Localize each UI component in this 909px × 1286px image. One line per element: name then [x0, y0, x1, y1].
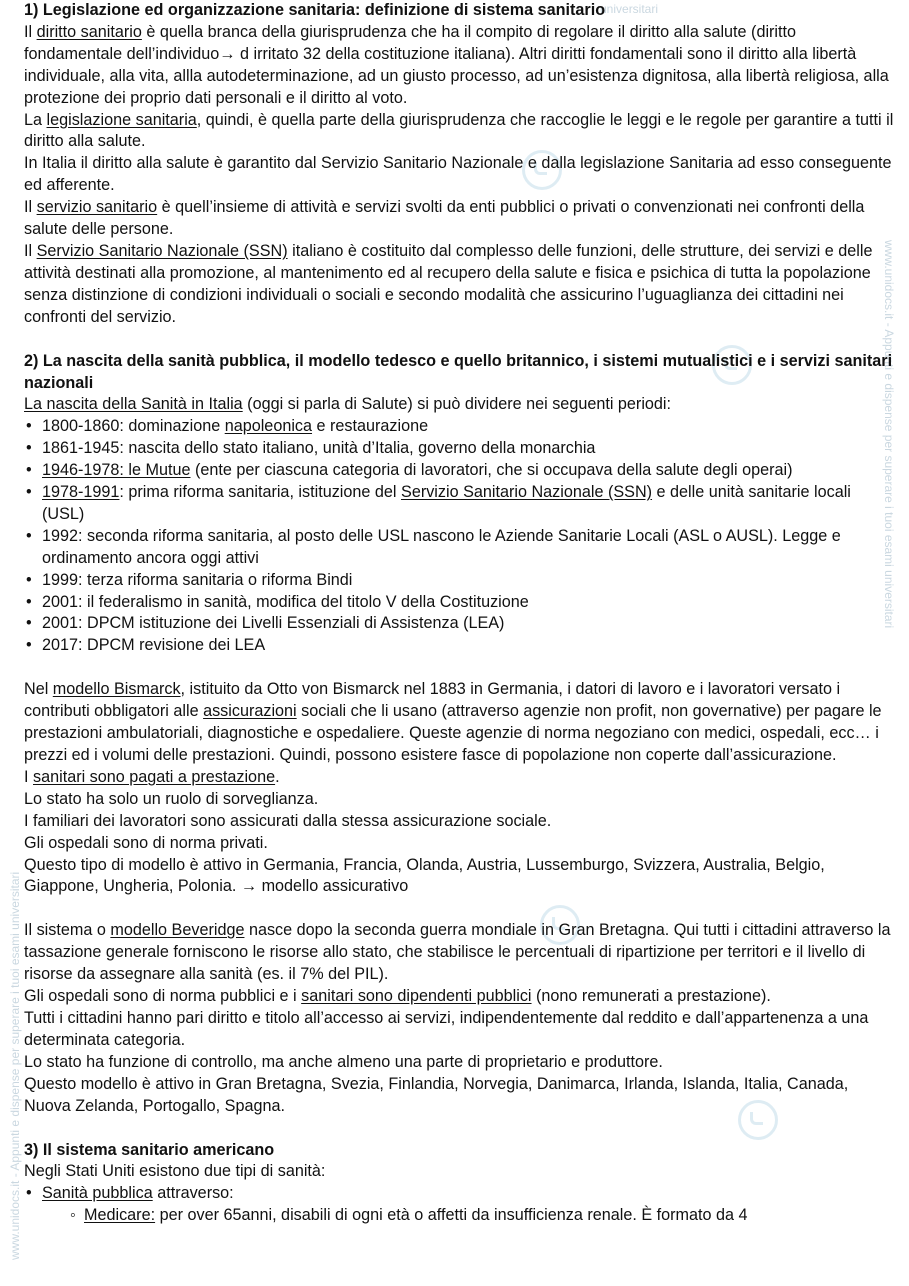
- underlined-term: modello Bismarck: [52, 680, 181, 699]
- sub-list-item: ◦ Medicare: per over 65anni, disabili di ogni età o affetti da insufficienza renale. È formato da 4: [70, 1205, 894, 1227]
- paragraph: Lo stato ha solo un ruolo di sorveglianza.: [24, 789, 319, 808]
- underlined-term: La nascita della Sanità in Italia: [24, 395, 243, 414]
- paragraph: Negli Stati Uniti esistono due tipi di sanità:: [24, 1162, 326, 1181]
- section-3: [24, 1140, 894, 1228]
- underlined-term: sanitari sono pagati a prestazione: [33, 767, 276, 786]
- list-item: • 2001: DPCM istituzione dei Livelli Essenziali di Assistenza (LEA): [24, 613, 894, 635]
- paragraph: I sanitari sono pagati a prestazione.: [24, 767, 280, 786]
- underlined-term: diritto sanitario: [36, 22, 142, 41]
- underlined-term: modello Beveridge: [110, 921, 245, 940]
- paragraph: Il diritto sanitario è quella branca della giurisprudenza che ha il compito di regolare il diritto alla salute (diritto fondamentale dell’individuo→ d irritato 32 della costituzione italiana). Altri diritti fondamentali sono il diritto alla libertà individuale, alla vita, allla autodeterminazione, ad un giusto processo, ad un’esistenza dignitosa, alla libertà religiosa, alla protezione dei proprio dati personali e il diritto al voto.: [24, 22, 889, 107]
- sub-list: [42, 1205, 894, 1227]
- list-item: • Sanità pubblica attraverso: ◦ Medicare: per over 65anni, disabili di ogni età o affetti da insufficienza renale. È formato da 4: [24, 1183, 894, 1227]
- spacer: [24, 657, 894, 679]
- list-item: • 2001: il federalismo in sanità, modifica del titolo V della Costituzione: [24, 592, 894, 614]
- paragraph: Gli ospedali sono di norma pubblici e i sanitari sono dipendenti pubblici (nono remunerati a prestazione).: [24, 987, 771, 1006]
- watermark-top: universitari: [600, 2, 659, 16]
- section-2: [24, 351, 894, 1118]
- list-item: • 2017: DPCM revisione dei LEA: [24, 635, 894, 657]
- spacer: [24, 898, 894, 920]
- spacer: [24, 1118, 894, 1140]
- paragraph: Il servizio sanitario è quell’insieme di attività e servizi svolti da enti pubblici o privati o convenzionati nei confronti della salute delle persone.: [24, 198, 865, 239]
- document-body: [24, 0, 894, 1227]
- list-item: • 1800-1860: dominazione napoleonica e restaurazione: [24, 416, 894, 438]
- list-item: • 1978-1991: prima riforma sanitaria, istituzione del Servizio Sanitario Nazionale (SSN) e delle unità sanitarie locali (USL): [24, 482, 894, 526]
- paragraph: La legislazione sanitaria, quindi, è quella parte della giurisprudenza che raccoglie le leggi e le regole per garantire a tutti il diritto alla salute.: [24, 110, 894, 151]
- paragraph: Gli ospedali sono di norma privati.: [24, 833, 268, 852]
- watermark-left: www.unidocs.it - Appunti e dispense per superare i tuoi esami universitari: [8, 871, 22, 1260]
- paragraph: Il sistema o modello Beveridge nasce dopo la seconda guerra mondiale in Gran Bretagna. Qui tutti i cittadini attraverso la tassazione generale forniscono le risorse allo stato, che stabilisce le percentuali di ripartizione per territori e il livello di risorse da assegnare alla sanità (es. il 7% del PIL).: [24, 921, 891, 984]
- spacer: [24, 329, 894, 351]
- paragraph: Lo stato ha funzione di controllo, ma anche almeno una parte di proprietario e produttore.: [24, 1052, 663, 1071]
- underlined-term: servizio sanitario: [36, 198, 158, 217]
- list-item: • 1999: terza riforma sanitaria o riforma Bindi: [24, 570, 894, 592]
- paragraph: In Italia il diritto alla salute è garantito dal Servizio Sanitario Nazionale e dalla legislazione Sanitaria ad esso conseguente ed afferente.: [24, 154, 892, 195]
- paragraph: I familiari dei lavoratori sono assicurati dalla stessa assicurazione sociale.: [24, 811, 552, 830]
- underlined-term: Servizio Sanitario Nazionale (SSN): [36, 241, 288, 260]
- paragraph: Questo modello è attivo in Gran Bretagna, Svezia, Finlandia, Norvegia, Danimarca, Irlanda, Islanda, Italia, Canada, Nuova Zelanda, Portogallo, Spagna.: [24, 1074, 849, 1115]
- underlined-term: assicurazioni: [203, 702, 297, 721]
- us-health-list: [24, 1183, 894, 1227]
- paragraph: La nascita della Sanità in Italia (oggi si parla di Salute) si può dividere nei seguenti periodi:: [24, 395, 672, 414]
- section-1-heading: 1) Legislazione ed organizzazione sanitaria: definizione di sistema sanitario: [24, 1, 606, 19]
- paragraph: Questo tipo di modello è attivo in Germania, Francia, Olanda, Austria, Lussemburgo, Svizzera, Australia, Belgio, Giappone, Ungheria, Polonia. → modello assicurativo: [24, 855, 825, 896]
- watermark-right: www.unidocs.it - Appunti e dispense per superare i tuoi esami universitari: [882, 240, 896, 629]
- underlined-term: sanitari sono dipendenti pubblici: [301, 987, 532, 1006]
- section-2-heading: 2) La nascita della sanità pubblica, il modello tedesco e quello britannico, i sistemi mutualistici e i servizi sanitari nazionali: [24, 351, 893, 392]
- underlined-term: legislazione sanitaria: [46, 110, 197, 129]
- list-item: • 1946-1978: le Mutue (ente per ciascuna categoria di lavoratori, che si occupava della salute degli operai): [24, 460, 894, 482]
- list-item: • 1992: seconda riforma sanitaria, al posto delle USL nascono le Aziende Sanitarie Locali (ASL o AUSL). Legge e ordinamento ancora oggi attivi: [24, 526, 894, 570]
- list-item: • 1861-1945: nascita dello stato italiano, unità d’Italia, governo della monarchia: [24, 438, 894, 460]
- paragraph: Il Servizio Sanitario Nazionale (SSN) italiano è costituito dal complesso delle funzioni, delle strutture, dei servizi e delle attività destinati alla promozione, al mantenimento ed al recupero della salute e fisica e psichica di tutta la popolazione senza distinzione di condizioni individuali o sociali e secondo modalità che assicurino l’uguaglianza dei cittadini nei confronti del servizio.: [24, 241, 873, 326]
- section-1: [24, 0, 894, 329]
- periods-list: [24, 416, 894, 657]
- paragraph: Nel modello Bismarck, istituito da Otto von Bismarck nel 1883 in Germania, i datori di lavoro e i lavoratori versato i contributi obbligatori alle assicurazioni sociali che li usano (attraverso agenzie non profit, non governative) per pagare le prestazioni ambulatoriali, diagnostiche e ospedaliere. Queste agenzie di norma negoziano con medici, ospedali, ecc… i prezzi ed i volumi delle prestazioni. Quindi, possono esistere fasce di popolazione non coperte dall’assicurazione.: [24, 680, 882, 764]
- paragraph: Tutti i cittadini hanno pari diritto e titolo all’accesso ai servizi, indipendentemente dal reddito e dall’appartenenza a una determinata categoria.: [24, 1008, 869, 1049]
- section-3-heading: 3) Il sistema sanitario americano: [24, 1140, 275, 1159]
